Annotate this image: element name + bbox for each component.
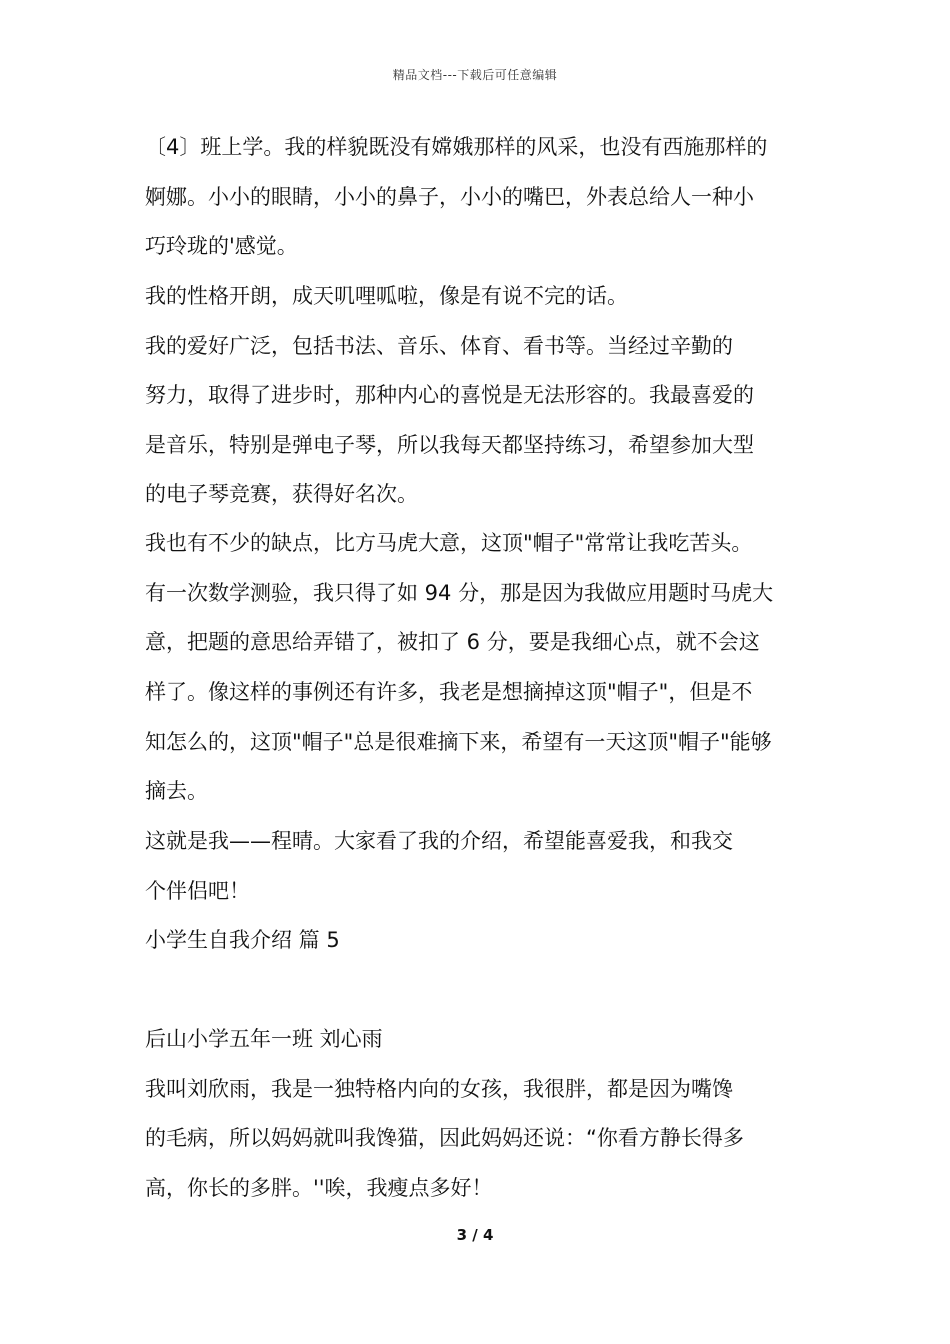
body-line: 摘去。 [145, 779, 208, 803]
body-line: 我的爱好广泛，包括书法、音乐、体育、看书等。当经过辛勤的 [145, 334, 733, 358]
body-line: 我叫刘欣雨，我是一独特格内向的女孩，我很胖，都是因为嘴馋 [145, 1077, 733, 1101]
body-line: 的电子琴竞赛，获得好名次。 [145, 482, 418, 506]
page-header: 精品文档---下载后可任意编辑 [392, 68, 558, 82]
body-line: 努力，取得了进步时，那种内心的喜悦是无法形容的。我最喜爱的 [145, 383, 754, 407]
body-line: 婀娜。小小的眼睛，小小的鼻子，小小的嘴巴，外表总给人一种小 [145, 185, 754, 209]
body-line: 的毛病，所以妈妈就叫我馋猫，因此妈妈还说：“你看方静长得多 [145, 1126, 744, 1150]
body-line: 样了。像这样的事例还有许多，我老是想摘掉这顶"帽子"，但是不 [145, 680, 753, 704]
body-line: 个伴侣吧！ [145, 879, 250, 903]
body-line: 高，你长的多胖。''唉，我瘦点多好！ [145, 1176, 493, 1200]
body-line: 知怎么的，这顶"帽子"总是很难摘下来，希望有一天这顶"帽子"能够 [145, 730, 772, 754]
body-line: 意，把题的意思给弄错了，被扣了 6 分，要是我细心点，就不会这 [145, 630, 760, 654]
body-line: 我也有不少的缺点，比方马虎大意，这顶"帽子"常常让我吃苦头。 [145, 531, 753, 555]
section-heading: 小学生自我介绍 篇 5 [145, 928, 340, 952]
body-line: 巧玲珑的'感觉。 [145, 234, 298, 258]
body-line: 有一次数学测验，我只得了如 94 分，那是因为我做应用题时马虎大 [145, 581, 774, 605]
body-line: 这就是我——程晴。大家看了我的介绍，希望能喜爱我，和我交 [145, 829, 733, 853]
body-line: 是音乐，特别是弹电子琴，所以我每天都坚持练习，希望参加大型 [145, 433, 754, 457]
body-line: 我的性格开朗，成天叽哩呱啦，像是有说不完的话。 [145, 284, 628, 308]
page-number: 3 / 4 [456, 1226, 494, 1244]
body-line: 〔4〕班上学。我的样貌既没有嫦娥那样的风采，也没有西施那样的 [145, 135, 768, 159]
author-line: 后山小学五年一班 刘心雨 [145, 1027, 383, 1051]
